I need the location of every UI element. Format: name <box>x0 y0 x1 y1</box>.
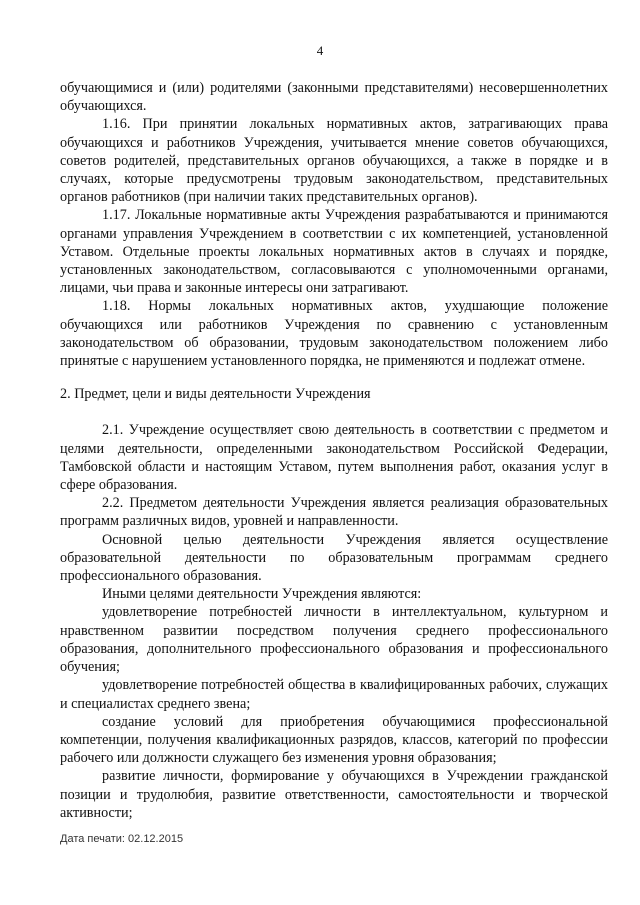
paragraph-1-17: 1.17. Локальные нормативные акты Учреждения разрабатываются и принимаются органами управления Учреждением в соответствии с их компетенцией, установленной Уставом. Отдельные проекты локальных нормативных актов в случаях и порядке, установленных законодательством, согласовываются с уполномоченными органами, лицами, чьи права и законные интересы они затрагивают. <box>60 207 608 297</box>
paragraph-1-16: 1.16. При принятии локальных нормативных актов, затрагивающих права обучающихся и работников Учреждения, учитывается мнение советов обучающихся, советов родителей, представительных органов обучающихся, а также в порядке и в случаях, которые предусмотрены трудовым законодательством, представительных органов работников (при наличии таких представительных органов). <box>60 116 608 206</box>
section-heading: 2. Предмет, цели и виды деятельности Учреждения <box>60 386 371 403</box>
list-item-goal: развитие личности, формирование у обучающихся в Учреждении гражданской позиции и трудолюбия, развитие ответственности, самостоятельности и творческой активности; <box>60 768 608 821</box>
list-item-goal: создание условий для приобретения обучающимися профессиональной компетенции, получения квалификационных разрядов, классов, категорий по профессии рабочего или должности служащего без изменения уровня образования; <box>60 713 608 767</box>
paragraph-other-goals-intro: Иными целями деятельности Учреждения являются: <box>102 586 422 603</box>
paragraph-2-2: 2.2. Предметом деятельности Учреждения является реализация образовательных программ различных видов, уровней и направленности. <box>60 495 608 530</box>
paragraph-continuation: обучающимися и (или) родителями (законными представителями) несовершеннолетних обучающихся. <box>60 80 608 115</box>
paragraph-1-18: 1.18. Нормы локальных нормативных актов, ухудшающие положение обучающихся или работников Учреждения по сравнению с установленным законодательством об образовании, трудовым законодательством положением либо принятые с нарушением установленного порядка, не применяются и подлежат отмене. <box>60 298 608 370</box>
list-item-goal: удовлетворение потребностей общества в квалифицированных рабочих, служащих и специалистах среднего звена; <box>60 677 608 712</box>
document-body <box>60 79 608 822</box>
print-date-footer: Дата печати: 02.12.2015 <box>60 833 184 845</box>
list-item-goal: удовлетворение потребностей личности в интеллектуальном, культурном и нравственном развитии посредством получения среднего профессионального образования, дополнительного профессионального образования и профессионального обучения; <box>60 604 608 676</box>
page-number: 4 <box>316 43 324 58</box>
paragraph-main-goal: Основной целью деятельности Учреждения является осуществление образовательной деятельности по образовательным программам среднего профессионального образования. <box>60 531 608 585</box>
paragraph-2-1: 2.1. Учреждение осуществляет свою деятельность в соответствии с предметом и целями деятельности, определенными законодательством Российской Федерации, Тамбовской области и настоящим Уставом, путем выполнения работ, оказания услуг в сфере образования. <box>60 422 608 494</box>
